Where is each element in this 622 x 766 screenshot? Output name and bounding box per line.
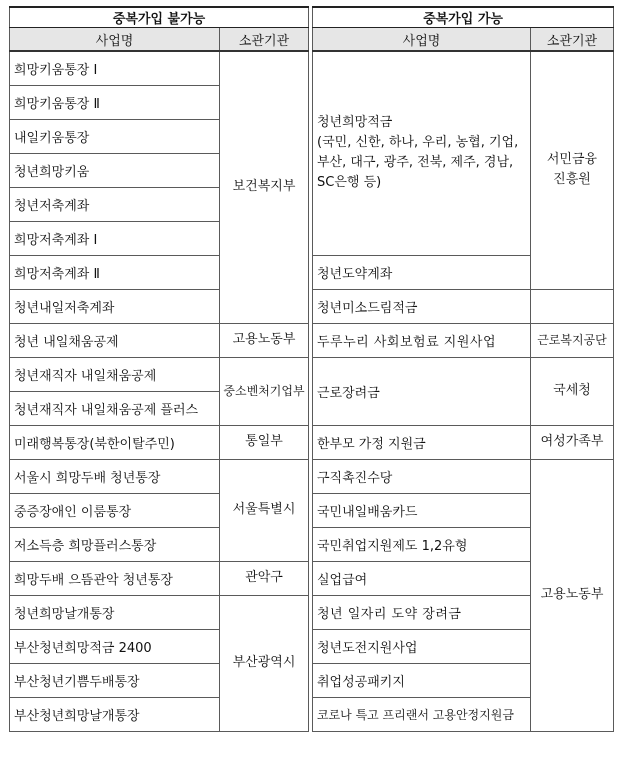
agency-cell: 부산광역시 [220, 595, 309, 731]
program-cell: 청년희망날개통장 [10, 595, 220, 629]
agency-cell: 통일부 [220, 425, 309, 459]
program-cell: 부산청년희망날개통장 [10, 697, 220, 731]
program-cell: 청년희망키움 [10, 153, 220, 187]
program-cell: 국민취업지원제도 1,2유형 [313, 527, 531, 561]
program-cell: 희망키움통장 Ⅱ [10, 85, 220, 119]
program-cell: 부산청년기쁨두배통장 [10, 663, 220, 697]
program-cell: 코로나 특고 프리랜서 고용안정지원금 [313, 697, 531, 731]
program-cell: 희망키움통장 Ⅰ [10, 51, 220, 85]
program-cell: 청년내일저축계좌 [10, 289, 220, 323]
agency-cell: 중소벤처기업부 [220, 357, 309, 425]
program-cell: 취업성공패키지 [313, 663, 531, 697]
program-cell: 국민내일배움카드 [313, 493, 531, 527]
agency-cell: 보건복지부 [220, 51, 309, 323]
agency-cell: 여성가족부 [531, 425, 614, 459]
program-cell: 청년 일자리 도약 장려금 [313, 595, 531, 629]
table-caption: 중복가입 불가능 [10, 7, 309, 28]
agency-cell: 서민금융 진흥원 [531, 51, 614, 289]
duplicable-table [312, 6, 614, 732]
program-cell: 두루누리 사회보험료 지원사업 [313, 323, 531, 357]
program-cell: 서울시 희망두배 청년통장 [10, 459, 220, 493]
program-cell: 청년 내일채움공제 [10, 323, 220, 357]
agency-cell: 고용노동부 [531, 459, 614, 731]
column-header-program: 사업명 [10, 28, 220, 52]
program-cell: 실업급여 [313, 561, 531, 595]
program-cell: 청년도약계좌 [313, 255, 531, 289]
program-cell: 희망두배 으뜸관악 청년통장 [10, 561, 220, 595]
program-cell: 청년재직자 내일채움공제 플러스 [10, 391, 220, 425]
agency-cell: 고용노동부 [220, 323, 309, 357]
table-caption: 중복가입 가능 [313, 7, 614, 28]
program-cell: 한부모 가정 지원금 [313, 425, 531, 459]
agency-cell-empty [531, 289, 614, 323]
program-cell: 희망저축계좌 Ⅱ [10, 255, 220, 289]
agency-cell: 서울특별시 [220, 459, 309, 561]
column-header-program: 사업명 [313, 28, 531, 52]
program-cell: 청년도전지원사업 [313, 629, 531, 663]
program-cell: 희망저축계좌 Ⅰ [10, 221, 220, 255]
agency-cell: 국세청 [531, 357, 614, 425]
program-cell: 내일키움통장 [10, 119, 220, 153]
agency-cell: 근로복지공단 [531, 323, 614, 357]
agency-cell: 관악구 [220, 561, 309, 595]
program-cell: 근로장려금 [313, 357, 531, 425]
program-cell: 구직촉진수당 [313, 459, 531, 493]
program-cell: 청년희망적금 (국민, 신한, 하나, 우리, 농협, 기업, 부산, 대구, 광주, 전북, 제주, 경남, SC은행 등) [313, 51, 531, 255]
program-cell: 청년재직자 내일채움공제 [10, 357, 220, 391]
program-cell: 청년미소드림적금 [313, 289, 531, 323]
program-cell: 부산청년희망적금 2400 [10, 629, 220, 663]
program-cell: 미래행복통장(북한이탈주민) [10, 425, 220, 459]
column-header-agency: 소관기관 [531, 28, 614, 52]
program-cell: 저소득층 희망플러스통장 [10, 527, 220, 561]
program-cell: 중증장애인 이룸통장 [10, 493, 220, 527]
column-header-agency: 소관기관 [220, 28, 309, 52]
program-cell: 청년저축계좌 [10, 187, 220, 221]
non-duplicable-table [9, 6, 309, 732]
